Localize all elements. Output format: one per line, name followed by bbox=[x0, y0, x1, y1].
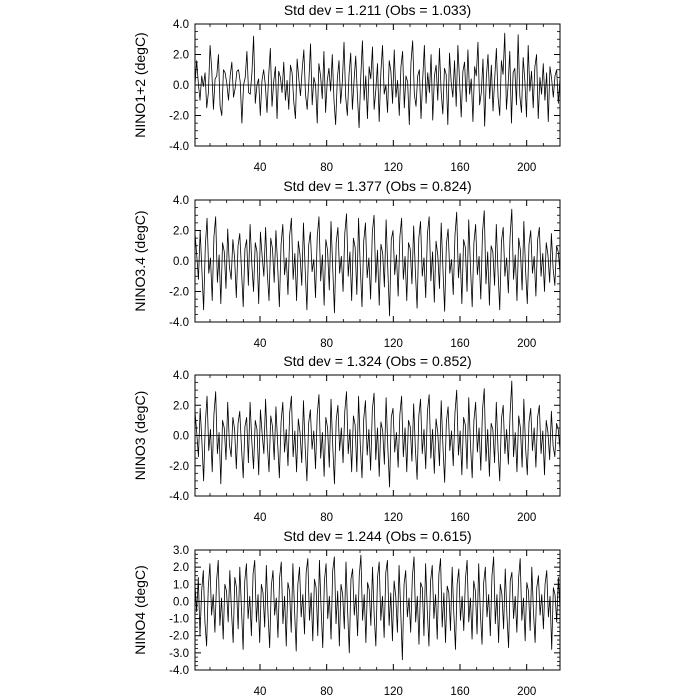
panel-3-x-tick-label: 80 bbox=[320, 512, 334, 524]
panel-1-x-tick-label: 80 bbox=[320, 162, 334, 174]
panel-3-y-tick-label: 2.0 bbox=[173, 400, 189, 413]
panel-4-x-tick-label: 120 bbox=[383, 686, 403, 698]
panel-4 bbox=[132, 528, 560, 698]
panel-2-y-tick-label: 4.0 bbox=[173, 195, 189, 207]
panel-3-x-tick-label: 120 bbox=[383, 512, 403, 524]
panel-1-y-tick-label: 2.0 bbox=[173, 49, 189, 62]
panel-1 bbox=[132, 2, 560, 174]
panel-1-x-tick-label: 40 bbox=[253, 162, 267, 174]
panel-4-y-tick-label: -1.0 bbox=[169, 613, 189, 626]
panel-4-x-tick-label: 160 bbox=[450, 686, 470, 698]
panel-2-title: Std dev = 1.377 (Obs = 0.824) bbox=[283, 178, 472, 194]
panel-2-y-axis-label: NINO3.4 (degC) bbox=[132, 210, 148, 312]
panel-4-y-tick-label: -4.0 bbox=[169, 665, 189, 677]
panel-4-y-tick-label: 3.0 bbox=[173, 545, 189, 557]
panel-2-y-tick-label: -2.0 bbox=[169, 286, 189, 299]
panel-4-frame bbox=[195, 550, 560, 670]
panel-3-y-tick-label: -2.0 bbox=[169, 460, 189, 473]
panel-4-y-tick-label: -3.0 bbox=[169, 647, 189, 660]
panel-1-x-tick-label: 120 bbox=[383, 162, 403, 174]
panel-3-x-tick-label: 200 bbox=[517, 512, 537, 524]
panel-4-y-tick-label: 0.0 bbox=[173, 596, 189, 609]
panel-2-x-tick-label: 160 bbox=[450, 338, 470, 350]
panel-1-y-axis-label: NINO1+2 (degC) bbox=[132, 32, 148, 138]
panel-3-title: Std dev = 1.324 (Obs = 0.852) bbox=[283, 353, 472, 369]
panel-2-y-tick-label: 0.0 bbox=[173, 256, 189, 268]
panel-4-series-line bbox=[195, 555, 560, 660]
panel-2-x-tick-label: 80 bbox=[320, 338, 334, 350]
panel-4-y-tick-label: -2.0 bbox=[169, 630, 189, 643]
panel-1-x-tick-label: 160 bbox=[450, 162, 470, 174]
panel-2-y-tick-label: 2.0 bbox=[173, 225, 189, 238]
panel-4-x-tick-label: 80 bbox=[320, 686, 334, 698]
panel-1-series-line bbox=[195, 33, 560, 128]
panel-1-y-tick-label: -4.0 bbox=[169, 141, 189, 153]
panel-4-x-tick-label: 40 bbox=[253, 686, 267, 698]
panel-1-y-tick-label: 4.0 bbox=[173, 19, 189, 31]
panel-3-x-tick-label: 160 bbox=[450, 512, 470, 524]
panel-1-x-tick-label: 200 bbox=[517, 162, 537, 174]
panel-3-x-tick-label: 40 bbox=[253, 512, 267, 524]
panel-3-y-tick-label: -4.0 bbox=[169, 491, 189, 503]
panel-2 bbox=[132, 178, 560, 350]
panel-2-x-tick-label: 200 bbox=[517, 338, 537, 350]
panel-3-y-axis-label: NINO3 (degC) bbox=[132, 390, 148, 481]
panel-2-x-tick-label: 40 bbox=[253, 338, 267, 350]
panel-4-y-axis-label: NINO4 (degC) bbox=[132, 565, 148, 655]
panel-1-y-tick-label: 0.0 bbox=[173, 80, 189, 92]
panel-4-x-tick-label: 200 bbox=[517, 686, 537, 698]
panel-1-y-tick-label: -2.0 bbox=[169, 110, 189, 123]
panel-4-y-tick-label: 1.0 bbox=[173, 579, 189, 592]
panel-2-series-line bbox=[195, 209, 560, 316]
panel-3-y-tick-label: 4.0 bbox=[173, 370, 189, 382]
panel-4-title: Std dev = 1.244 (Obs = 0.615) bbox=[283, 528, 472, 544]
panel-2-x-tick-label: 120 bbox=[383, 338, 403, 350]
panel-3-y-tick-label: 0.0 bbox=[173, 430, 189, 443]
panel-3-series-line bbox=[195, 381, 560, 487]
panel-4-y-tick-label: 2.0 bbox=[173, 562, 189, 575]
panel-2-y-tick-label: -4.0 bbox=[169, 317, 189, 329]
panel-3 bbox=[132, 353, 560, 524]
panel-1-title: Std dev = 1.211 (Obs = 1.033) bbox=[283, 2, 472, 18]
